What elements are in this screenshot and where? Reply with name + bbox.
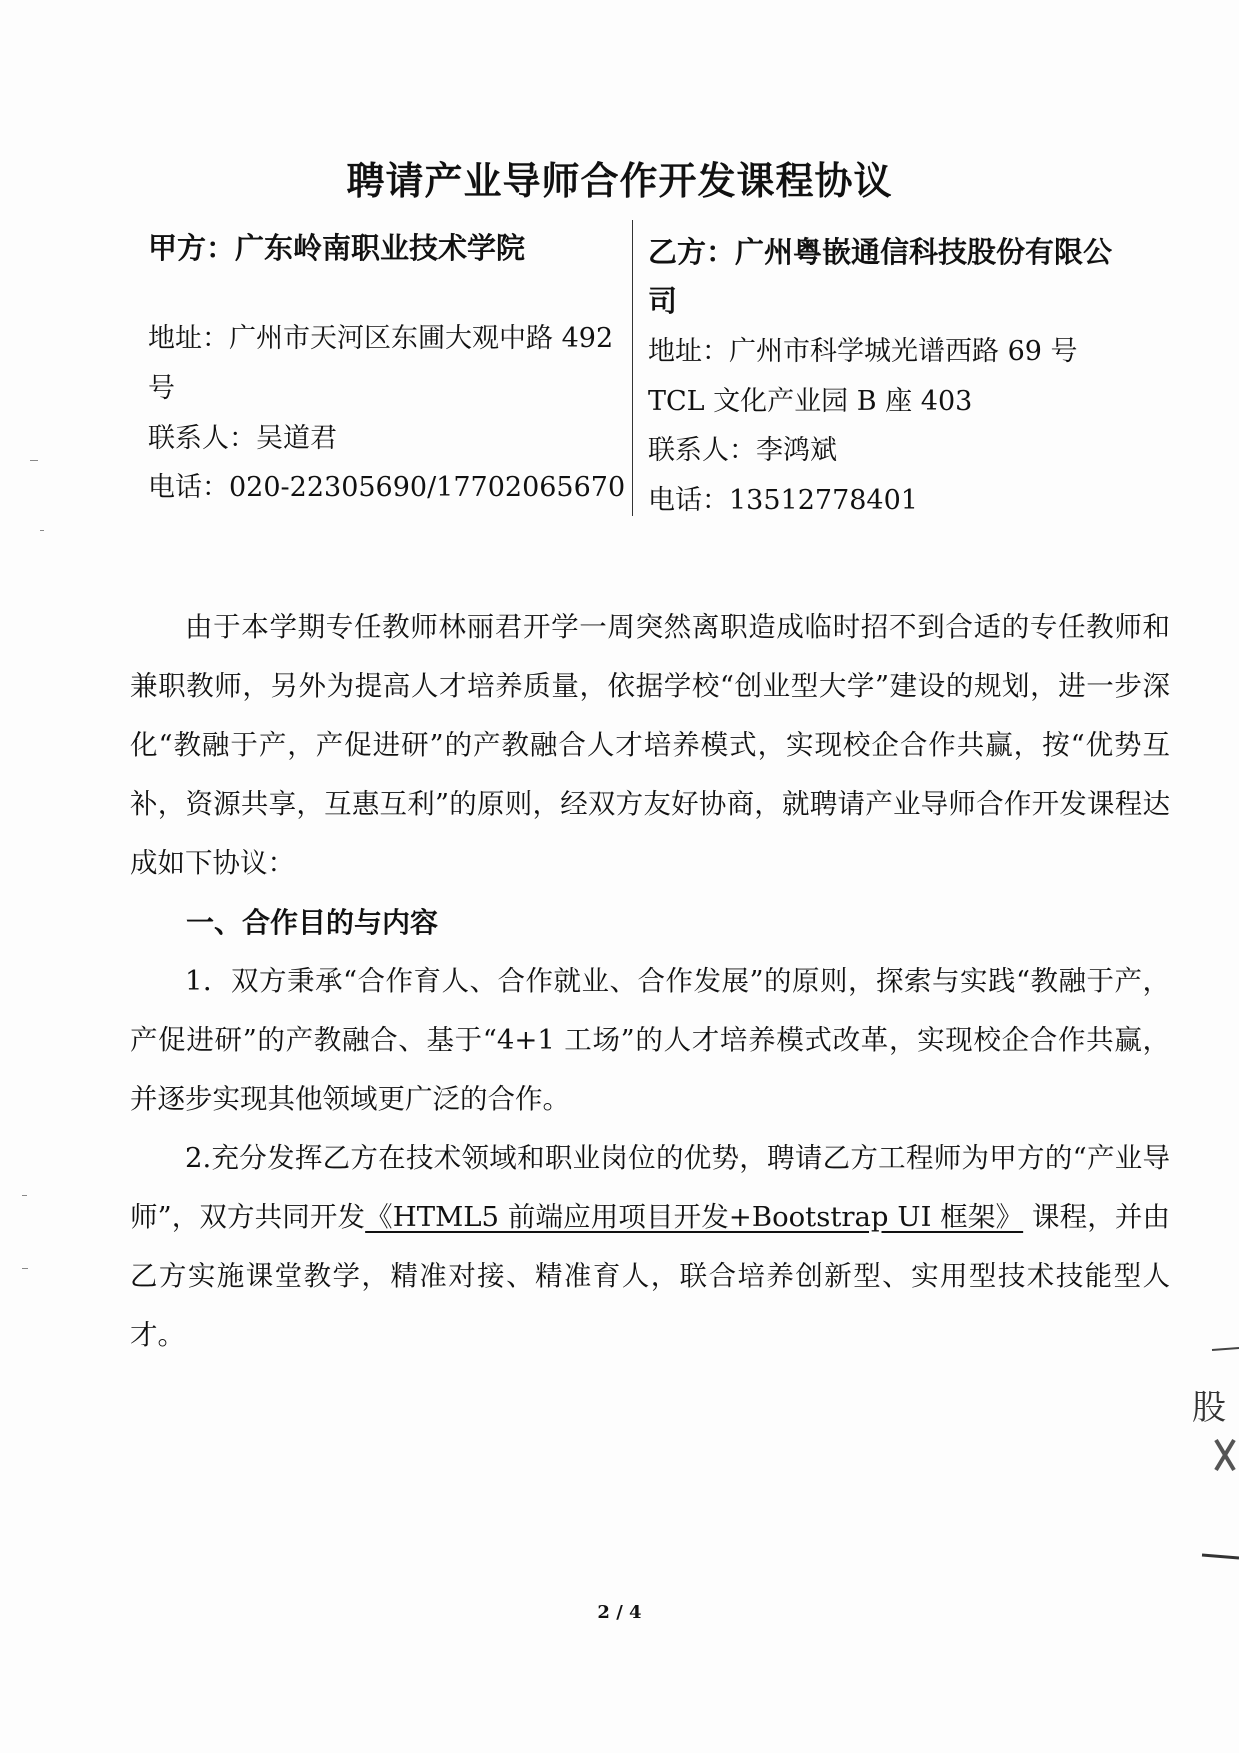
document-title: 聘请产业导师合作开发课程协议 [346,158,893,203]
course-title: 《HTML5 前端应用项目开发+Bootstrap UI 框架》 [365,1201,1024,1233]
section-heading: 一、合作目的与内容 [186,906,439,939]
seal-fragment [1182,1340,1239,1580]
party-a-address-line1: 地址：广州市天河区东圃大观中路 492 [148,322,614,354]
intro-paragraph: 由于本学期专任教师林丽君开学一周突然离职造成临时招不到合适的专任教师和兼职教师，另外为提高人才培养质量，依据学校“创业型大学”建设的规划，进一步深化“教融于产，产促进研”的产教融合人才培养模式，实现校企合作共赢，按“优势互补，资源共享，互惠互利”的原则，经双方友好协商，就聘请产业导师合作开发课程达成如下协议： [130,611,1170,879]
party-divider [632,220,633,516]
party-a-name: 甲方：广东岭南职业技术学院 [148,231,526,265]
seal-fragment-marks [1182,1340,1239,1580]
clause-2-text-before: 2.充分发挥乙方在技术领域和职业岗位的优势，聘请乙方工程师为甲方的“产业导师”，双方共同开发 [130,1142,1170,1233]
party-b-block [648,228,1118,526]
seal-text: 股 [1192,1388,1224,1428]
party-b-name: 乙方：广州粤嵌通信科技股份有限公司 [648,235,1113,319]
party-b-address-line2: TCL 文化产业园 B 座 403 [648,385,973,417]
party-b-contact: 联系人：李鸿斌 [648,435,837,467]
party-a-contact: 联系人：吴道君 [148,422,337,454]
agreement-body [130,598,1170,1365]
party-b-address-line1: 地址：广州市科学城光谱西路 69 号 [648,335,1078,367]
page-number: 2 / 4 [597,1602,642,1623]
party-a-block [148,222,626,513]
party-b-phone: 电话：13512778401 [648,485,918,517]
clause-2 [130,1129,1170,1365]
clause-2-text-after: 课程，并由乙方实施课堂教学，精准对接、精准育人，联合培养创新型、实用型技术技能型人才。 [130,1201,1170,1351]
party-a-address-line2: 号 [148,372,175,404]
clause-1: 1．双方秉承“合作育人、合作就业、合作发展”的原则，探索与实践“教融于产，产促进研”的产教融合、基于“4+1 工场”的人才培养模式改革，实现校企合作共赢，并逐步实现其他领域更广泛的合作。 [130,965,1170,1115]
party-a-phone: 电话：020-22305690/17702065670 [148,472,626,504]
